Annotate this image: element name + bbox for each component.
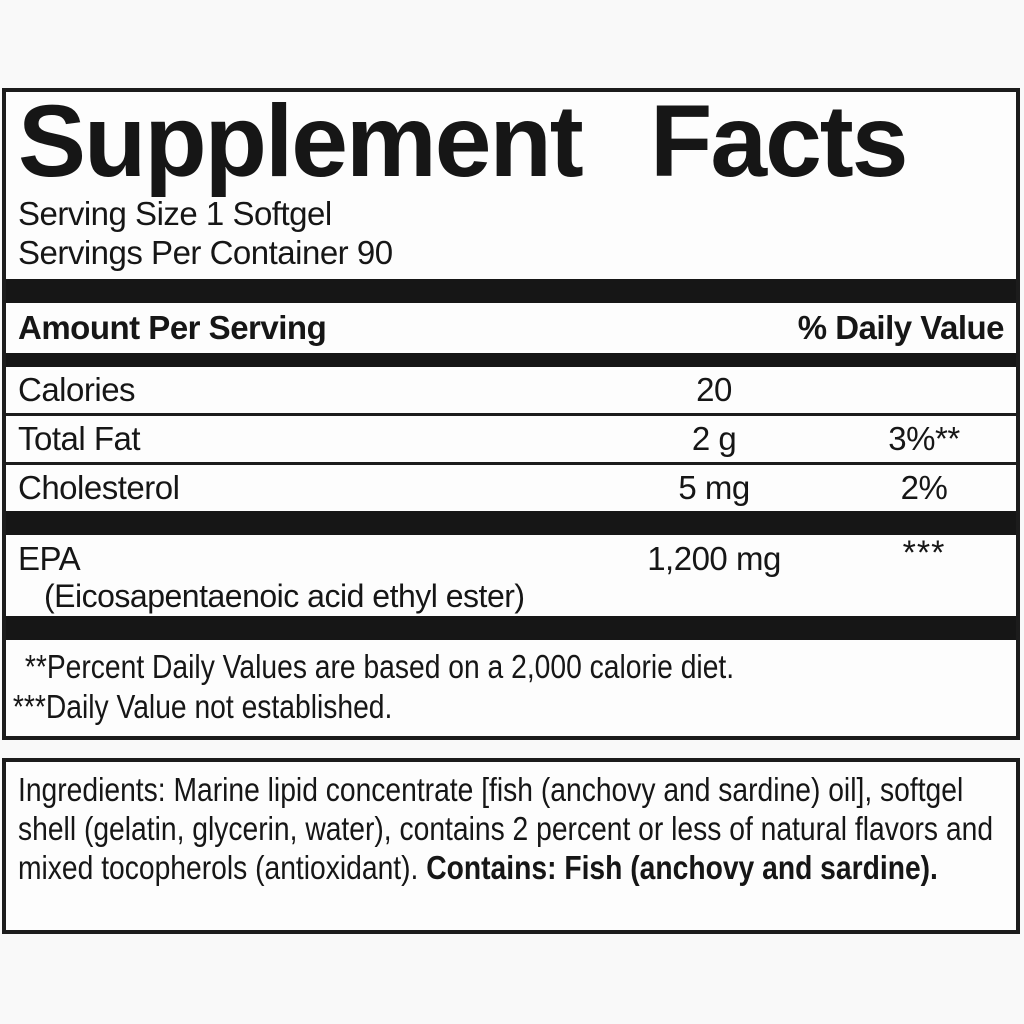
nutrient-amount: 2 g (691, 420, 737, 457)
nutrient-name: Cholesterol (18, 469, 180, 506)
servings-per-container-line: Servings Per Container 90 (18, 234, 393, 271)
nutrient-amount: 5 mg (678, 469, 750, 506)
nutrient-daily-value: 3%** (888, 420, 960, 457)
epa-detail-line: (Eicosapentaenoic acid ethyl ester) (44, 578, 525, 614)
ingredients-text: Ingredients: Marine lipid concentrate [fish (anchovy and sardine) oil], softgel shell (gelatin, glycerin, water), contains 2 percent or less of natural flavors and mixed tocopherols (antioxidant). (18, 771, 994, 886)
nutrient-amount: 1,200 mg (647, 540, 781, 577)
ingredients-paragraph (18, 770, 1002, 887)
divider-bar-top (6, 279, 1016, 303)
divider-bar-bottom (6, 616, 1016, 640)
nutrient-amount: 20 (696, 371, 732, 408)
footnote-not-established: ***Daily Value not established. (12, 688, 393, 725)
nutrient-name: EPA (18, 540, 81, 577)
amount-per-serving-header: Amount Per Serving (18, 309, 327, 346)
footnote-daily-values: **Percent Daily Values are based on a 2,000 calorie diet. (24, 648, 735, 685)
footnotes (12, 640, 1004, 727)
supplement-facts-panel (2, 84, 1020, 740)
divider-bar-header (6, 353, 1016, 367)
nutrient-row-calories (18, 367, 1004, 413)
nutrient-row-total-fat (18, 416, 1004, 462)
nutrient-daily-value: *** (902, 534, 946, 572)
serving-size-line: Serving Size 1 Softgel (18, 195, 332, 232)
nutrient-name: Total Fat (18, 420, 141, 457)
column-header-row (18, 303, 1004, 353)
daily-value-header: % Daily Value (797, 309, 1004, 346)
nutrient-daily-value: 2% (900, 469, 948, 506)
allergen-statement: Contains: Fish (anchovy and sardine). (426, 849, 938, 886)
divider-bar-middle (6, 511, 1016, 535)
nutrient-name: Calories (18, 371, 136, 408)
panel-title: Supplement Facts (18, 84, 907, 198)
nutrient-row-epa (18, 535, 1004, 576)
nutrient-row-cholesterol (18, 465, 1004, 511)
ingredients-panel (2, 758, 1020, 934)
